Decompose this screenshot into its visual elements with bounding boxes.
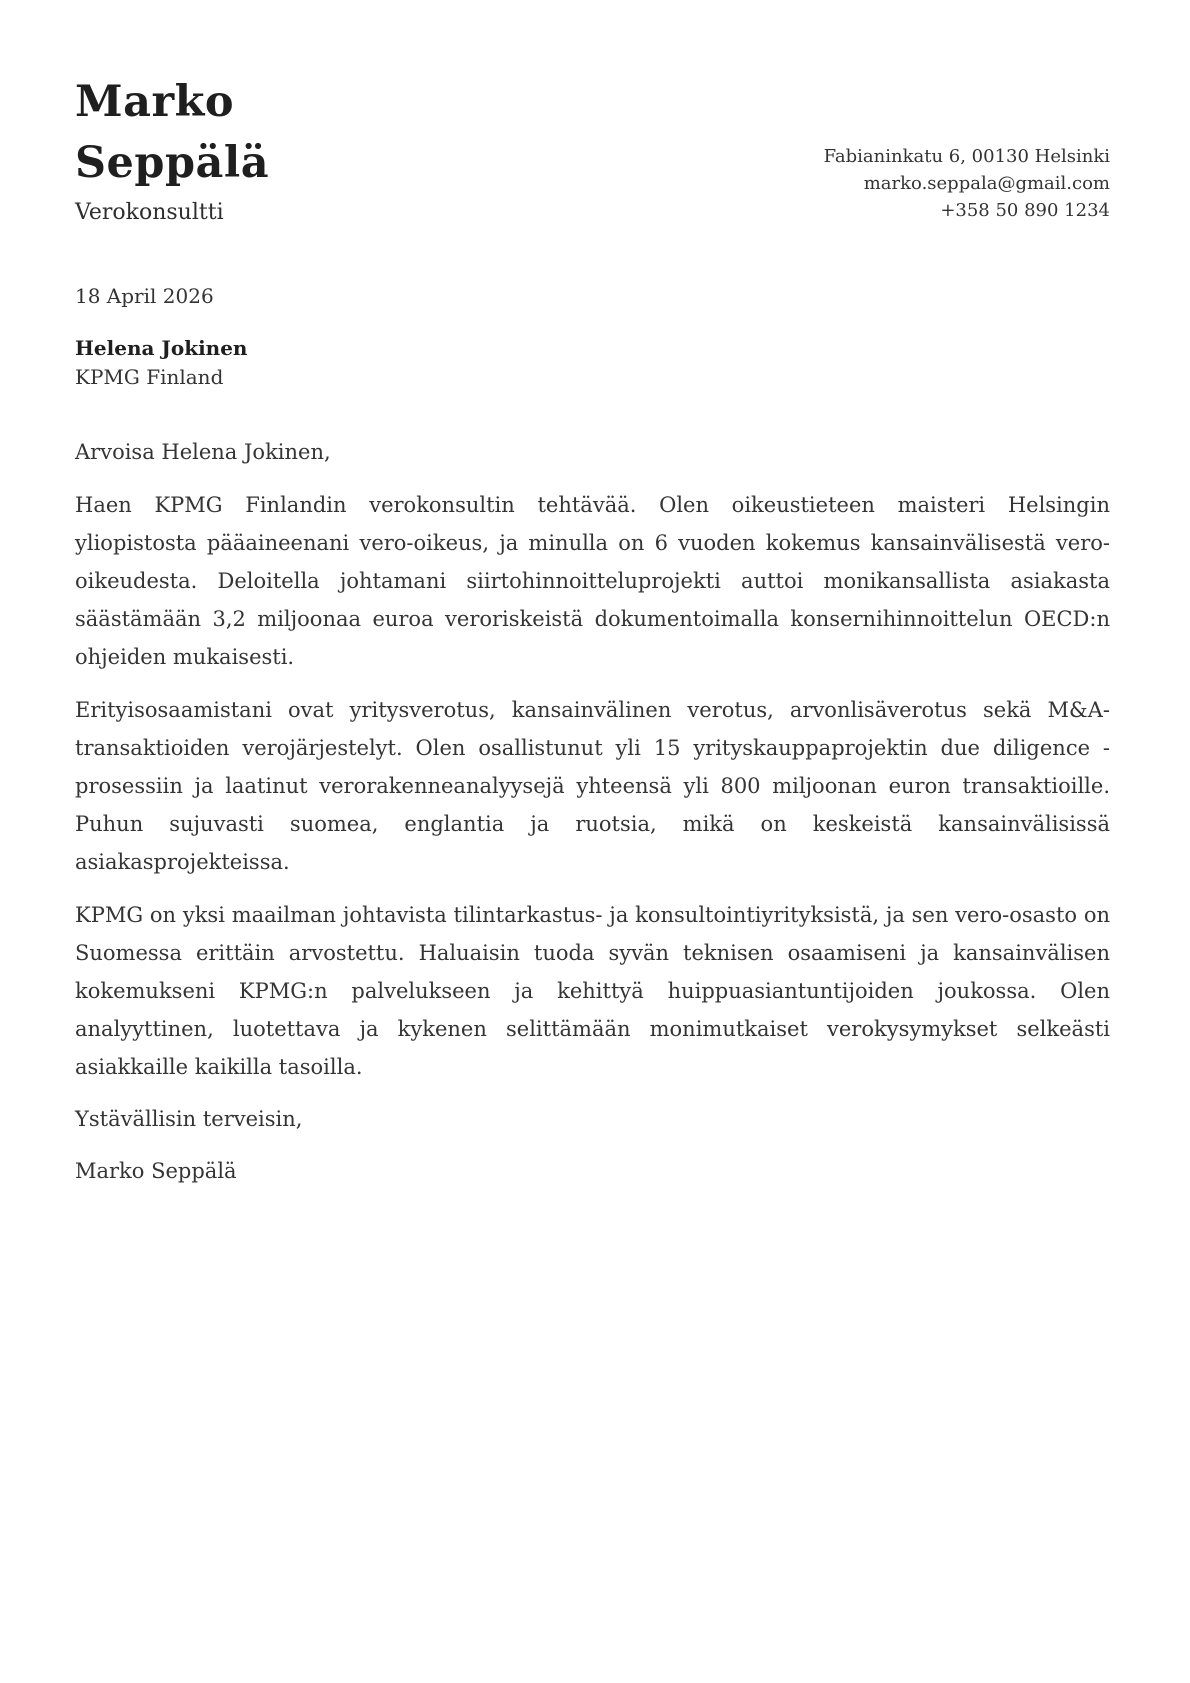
recipient-name: Helena Jokinen (75, 336, 248, 361)
body-paragraph-2: Erityisosaamistani ovat yritysverotus, kansainvälinen verotus, arvonlisäverotus sekä M&A-transaktioiden verojärjestelyt. Olen osallistunut yli 15 yrityskauppaprojektin due diligence -prosessiin ja laatinut verorakenneanalyysejä yhteensä yli 800 miljoonan euron transaktioille. Puhun sujuvasti suomea, englantia ja ruotsia, mikä on keskeistä kansainvälisissä asiakasprojekteissa. (75, 698, 1110, 875)
recipient-block (75, 334, 1110, 392)
contact-phone: +358 50 890 1234 (940, 200, 1110, 222)
signature-name: Marko Seppälä (75, 1159, 237, 1184)
person-name-line-2: Seppälä (75, 138, 270, 189)
letter-date: 18 April 2026 (75, 284, 214, 309)
closing-line: Ystävällisin terveisin, (75, 1107, 303, 1132)
letter-header (75, 72, 1110, 226)
body-paragraph-1: Haen KPMG Finlandin verokonsultin tehtävää. Olen oikeustieteen maisteri Helsingin yliopistosta pääaineenani vero-oikeus, ja minulla on 6 vuoden kokemus kansainvälisestä vero-oikeudesta. Deloitella johtamani siirtohinnoitteluprojekti auttoi monikansallista asiakasta säästämään 3,2 miljoonaa euroa veroriskeistä dokumentoimalla konsernihinnoittelun OECD:n ohjeiden mukaisesti. (75, 493, 1110, 670)
salutation: Arvoisa Helena Jokinen, (75, 440, 331, 465)
contact-email: marko.seppala@gmail.com (863, 173, 1110, 195)
body-paragraph-3: KPMG on yksi maailman johtavista tilintarkastus- ja konsultointiyrityksistä, ja sen vero-osasto on Suomessa erittäin arvostettu. Haluaisin tuoda syvän teknisen osaamiseni ja kansainvälisen kokemukseni KPMG:n palvelukseen ja kehittyä huippuasiantuntijoiden joukossa. Olen analyyttinen, luotettava ja kykenen selittämään monimutkaiset verokysymykset selkeästi asiakkaille kaikilla tasoilla. (75, 903, 1110, 1080)
person-job-title: Verokonsultti (75, 200, 224, 226)
person-name-line-1: Marko (75, 77, 235, 127)
recipient-company: KPMG Finland (75, 365, 224, 390)
contact-block (824, 143, 1110, 226)
contact-address: Fabianinkatu 6, 00130 Helsinki (823, 146, 1110, 168)
person-name (75, 72, 269, 194)
identity-block (75, 72, 269, 226)
